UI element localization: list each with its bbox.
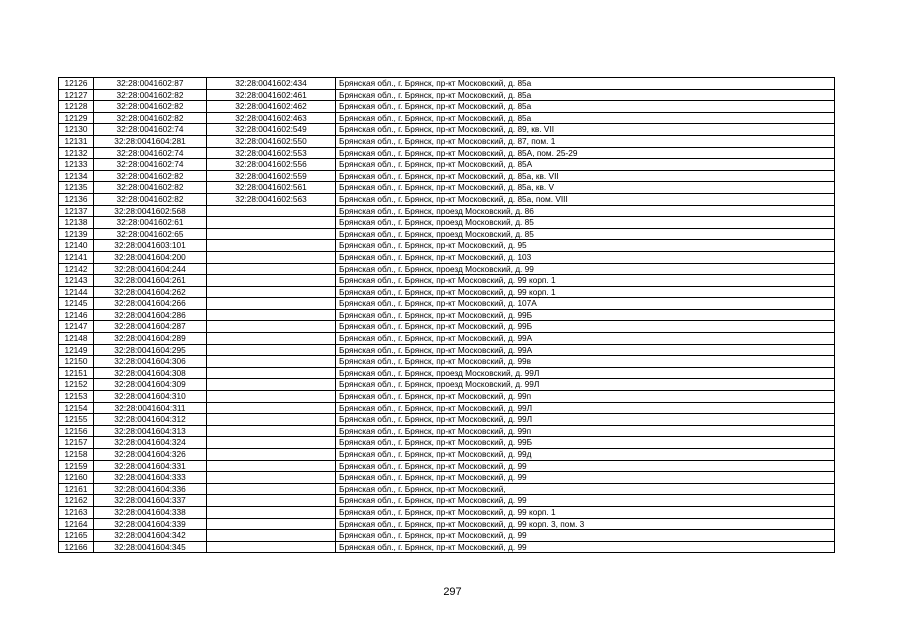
table-row bbox=[59, 460, 835, 472]
row-number-cell: 12131 bbox=[59, 135, 94, 147]
parcel-cadastral-cell: 32:28:0041604:306 bbox=[94, 356, 207, 368]
object-cadastral-cell: 32:28:0041602:559 bbox=[207, 170, 336, 182]
table-row bbox=[59, 309, 835, 321]
parcel-cadastral-cell: 32:28:0041602:568 bbox=[94, 205, 207, 217]
parcel-cadastral-cell: 32:28:0041603:101 bbox=[94, 240, 207, 252]
object-cadastral-cell bbox=[207, 437, 336, 449]
address-cell: Брянская обл., г. Брянск, пр-кт Московский, д. 99Б bbox=[336, 321, 835, 333]
table-row bbox=[59, 367, 835, 379]
object-cadastral-cell bbox=[207, 217, 336, 229]
table-row bbox=[59, 495, 835, 507]
row-number-cell: 12143 bbox=[59, 275, 94, 287]
row-number-cell: 12140 bbox=[59, 240, 94, 252]
object-cadastral-cell: 32:28:0041602:434 bbox=[207, 78, 336, 90]
table-row bbox=[59, 112, 835, 124]
table-row bbox=[59, 379, 835, 391]
row-number-cell: 12154 bbox=[59, 402, 94, 414]
object-cadastral-cell bbox=[207, 472, 336, 484]
address-cell: Брянская обл., г. Брянск, пр-кт Московский, д. 99в bbox=[336, 356, 835, 368]
row-number-cell: 12128 bbox=[59, 101, 94, 113]
parcel-cadastral-cell: 32:28:0041602:82 bbox=[94, 101, 207, 113]
row-number-cell: 12136 bbox=[59, 193, 94, 205]
address-cell: Брянская обл., г. Брянск, пр-кт Московский, д. 99Л bbox=[336, 414, 835, 426]
row-number-cell: 12137 bbox=[59, 205, 94, 217]
row-number-cell: 12142 bbox=[59, 263, 94, 275]
parcel-cadastral-cell: 32:28:0041604:308 bbox=[94, 367, 207, 379]
parcel-cadastral-cell: 32:28:0041604:310 bbox=[94, 391, 207, 403]
parcel-cadastral-cell: 32:28:0041602:74 bbox=[94, 124, 207, 136]
parcel-cadastral-cell: 32:28:0041604:338 bbox=[94, 506, 207, 518]
object-cadastral-cell bbox=[207, 228, 336, 240]
row-number-cell: 12166 bbox=[59, 541, 94, 553]
object-cadastral-cell: 32:28:0041602:561 bbox=[207, 182, 336, 194]
object-cadastral-cell bbox=[207, 483, 336, 495]
parcel-cadastral-cell: 32:28:0041604:287 bbox=[94, 321, 207, 333]
table-row bbox=[59, 437, 835, 449]
address-cell: Брянская обл., г. Брянск, пр-кт Московский, д. 85а bbox=[336, 112, 835, 124]
parcel-cadastral-cell: 32:28:0041604:313 bbox=[94, 425, 207, 437]
object-cadastral-cell bbox=[207, 367, 336, 379]
table-row bbox=[59, 333, 835, 345]
row-number-cell: 12139 bbox=[59, 228, 94, 240]
row-number-cell: 12151 bbox=[59, 367, 94, 379]
row-number-cell: 12165 bbox=[59, 530, 94, 542]
address-cell: Брянская обл., г. Брянск, пр-кт Московский, д. 99 корп. 1 bbox=[336, 286, 835, 298]
object-cadastral-cell bbox=[207, 286, 336, 298]
table-row bbox=[59, 89, 835, 101]
address-cell: Брянская обл., г. Брянск, пр-кт Московский, д. 99п bbox=[336, 391, 835, 403]
row-number-cell: 12157 bbox=[59, 437, 94, 449]
object-cadastral-cell bbox=[207, 263, 336, 275]
row-number-cell: 12145 bbox=[59, 298, 94, 310]
row-number-cell: 12134 bbox=[59, 170, 94, 182]
parcel-cadastral-cell: 32:28:0041602:74 bbox=[94, 147, 207, 159]
row-number-cell: 12156 bbox=[59, 425, 94, 437]
address-cell: Брянская обл., г. Брянск, пр-кт Московский, д. 99А bbox=[336, 344, 835, 356]
row-number-cell: 12155 bbox=[59, 414, 94, 426]
address-cell: Брянская обл., г. Брянск, пр-кт Московский, д. 85а, кв. V bbox=[336, 182, 835, 194]
address-cell: Брянская обл., г. Брянск, пр-кт Московский, д. 99 bbox=[336, 460, 835, 472]
address-cell: Брянская обл., г. Брянск, пр-кт Московский, д. 107А bbox=[336, 298, 835, 310]
table-row bbox=[59, 321, 835, 333]
row-number-cell: 12159 bbox=[59, 460, 94, 472]
table-row bbox=[59, 506, 835, 518]
parcel-cadastral-cell: 32:28:0041604:289 bbox=[94, 333, 207, 345]
table-row bbox=[59, 193, 835, 205]
row-number-cell: 12135 bbox=[59, 182, 94, 194]
object-cadastral-cell bbox=[207, 495, 336, 507]
address-cell: Брянская обл., г. Брянск, пр-кт Московский, д. 99 bbox=[336, 472, 835, 484]
table-row bbox=[59, 135, 835, 147]
parcel-cadastral-cell: 32:28:0041604:337 bbox=[94, 495, 207, 507]
object-cadastral-cell bbox=[207, 530, 336, 542]
row-number-cell: 12146 bbox=[59, 309, 94, 321]
address-cell: Брянская обл., г. Брянск, пр-кт Московский, д. 85а bbox=[336, 89, 835, 101]
object-cadastral-cell: 32:28:0041602:553 bbox=[207, 147, 336, 159]
object-cadastral-cell bbox=[207, 344, 336, 356]
table-row bbox=[59, 541, 835, 553]
object-cadastral-cell: 32:28:0041602:563 bbox=[207, 193, 336, 205]
table-row bbox=[59, 425, 835, 437]
parcel-cadastral-cell: 32:28:0041602:82 bbox=[94, 170, 207, 182]
parcel-cadastral-cell: 32:28:0041604:295 bbox=[94, 344, 207, 356]
parcel-cadastral-cell: 32:28:0041604:286 bbox=[94, 309, 207, 321]
row-number-cell: 12132 bbox=[59, 147, 94, 159]
address-cell: Брянская обл., г. Брянск, проезд Московский, д. 99Л bbox=[336, 379, 835, 391]
parcel-cadastral-cell: 32:28:0041604:331 bbox=[94, 460, 207, 472]
address-cell: Брянская обл., г. Брянск, пр-кт Московский, bbox=[336, 483, 835, 495]
table-row bbox=[59, 217, 835, 229]
table-row bbox=[59, 228, 835, 240]
address-cell: Брянская обл., г. Брянск, пр-кт Московский, д. 85А, пом. 25-29 bbox=[336, 147, 835, 159]
address-cell: Брянская обл., г. Брянск, проезд Московский, д. 86 bbox=[336, 205, 835, 217]
row-number-cell: 12133 bbox=[59, 159, 94, 171]
row-number-cell: 12160 bbox=[59, 472, 94, 484]
address-cell: Брянская обл., г. Брянск, пр-кт Московский, д. 99д bbox=[336, 449, 835, 461]
address-cell: Брянская обл., г. Брянск, пр-кт Московский, д. 85а bbox=[336, 78, 835, 90]
address-cell: Брянская обл., г. Брянск, пр-кт Московский, д. 85а, кв. VII bbox=[336, 170, 835, 182]
object-cadastral-cell bbox=[207, 449, 336, 461]
table-row bbox=[59, 344, 835, 356]
address-cell: Брянская обл., г. Брянск, пр-кт Московский, д. 99А bbox=[336, 333, 835, 345]
address-cell: Брянская обл., г. Брянск, пр-кт Московский, д. 85а, пом. VIII bbox=[336, 193, 835, 205]
table-row bbox=[59, 78, 835, 90]
parcel-cadastral-cell: 32:28:0041602:82 bbox=[94, 193, 207, 205]
parcel-cadastral-cell: 32:28:0041604:311 bbox=[94, 402, 207, 414]
parcel-cadastral-cell: 32:28:0041602:82 bbox=[94, 112, 207, 124]
address-cell: Брянская обл., г. Брянск, пр-кт Московский, д. 99 bbox=[336, 541, 835, 553]
row-number-cell: 12164 bbox=[59, 518, 94, 530]
object-cadastral-cell bbox=[207, 460, 336, 472]
parcel-cadastral-cell: 32:28:0041604:266 bbox=[94, 298, 207, 310]
parcel-cadastral-cell: 32:28:0041604:336 bbox=[94, 483, 207, 495]
table-row bbox=[59, 414, 835, 426]
table-row bbox=[59, 449, 835, 461]
address-cell: Брянская обл., г. Брянск, пр-кт Московский, д. 99Б bbox=[336, 309, 835, 321]
parcel-cadastral-cell: 32:28:0041604:326 bbox=[94, 449, 207, 461]
table-row bbox=[59, 124, 835, 136]
object-cadastral-cell bbox=[207, 333, 336, 345]
parcel-cadastral-cell: 32:28:0041604:312 bbox=[94, 414, 207, 426]
object-cadastral-cell bbox=[207, 541, 336, 553]
parcel-cadastral-cell: 32:28:0041604:244 bbox=[94, 263, 207, 275]
parcel-cadastral-cell: 32:28:0041604:342 bbox=[94, 530, 207, 542]
records-table bbox=[58, 77, 835, 553]
parcel-cadastral-cell: 32:28:0041602:82 bbox=[94, 89, 207, 101]
row-number-cell: 12152 bbox=[59, 379, 94, 391]
table-row bbox=[59, 159, 835, 171]
table-row bbox=[59, 356, 835, 368]
object-cadastral-cell bbox=[207, 506, 336, 518]
row-number-cell: 12126 bbox=[59, 78, 94, 90]
parcel-cadastral-cell: 32:28:0041604:333 bbox=[94, 472, 207, 484]
parcel-cadastral-cell: 32:28:0041604:200 bbox=[94, 251, 207, 263]
row-number-cell: 12138 bbox=[59, 217, 94, 229]
table-row bbox=[59, 251, 835, 263]
row-number-cell: 12129 bbox=[59, 112, 94, 124]
table-row bbox=[59, 147, 835, 159]
parcel-cadastral-cell: 32:28:0041602:74 bbox=[94, 159, 207, 171]
object-cadastral-cell bbox=[207, 205, 336, 217]
object-cadastral-cell: 32:28:0041602:550 bbox=[207, 135, 336, 147]
table-row bbox=[59, 205, 835, 217]
object-cadastral-cell bbox=[207, 425, 336, 437]
address-cell: Брянская обл., г. Брянск, пр-кт Московский, д. 99 корп. 3, пом. 3 bbox=[336, 518, 835, 530]
table-row bbox=[59, 472, 835, 484]
address-cell: Брянская обл., г. Брянск, пр-кт Московский, д. 99 bbox=[336, 530, 835, 542]
object-cadastral-cell bbox=[207, 298, 336, 310]
table-row bbox=[59, 298, 835, 310]
table-row bbox=[59, 483, 835, 495]
table-row bbox=[59, 286, 835, 298]
address-cell: Брянская обл., г. Брянск, пр-кт Московский, д. 99Б bbox=[336, 437, 835, 449]
address-cell: Брянская обл., г. Брянск, пр-кт Московский, д. 89, кв. VII bbox=[336, 124, 835, 136]
object-cadastral-cell: 32:28:0041602:462 bbox=[207, 101, 336, 113]
row-number-cell: 12149 bbox=[59, 344, 94, 356]
row-number-cell: 12162 bbox=[59, 495, 94, 507]
address-cell: Брянская обл., г. Брянск, пр-кт Московский, д. 85А bbox=[336, 159, 835, 171]
parcel-cadastral-cell: 32:28:0041604:281 bbox=[94, 135, 207, 147]
table-row bbox=[59, 182, 835, 194]
parcel-cadastral-cell: 32:28:0041604:262 bbox=[94, 286, 207, 298]
object-cadastral-cell: 32:28:0041602:463 bbox=[207, 112, 336, 124]
object-cadastral-cell bbox=[207, 309, 336, 321]
table-row bbox=[59, 170, 835, 182]
parcel-cadastral-cell: 32:28:0041602:65 bbox=[94, 228, 207, 240]
row-number-cell: 12130 bbox=[59, 124, 94, 136]
object-cadastral-cell: 32:28:0041602:549 bbox=[207, 124, 336, 136]
parcel-cadastral-cell: 32:28:0041604:324 bbox=[94, 437, 207, 449]
parcel-cadastral-cell: 32:28:0041602:87 bbox=[94, 78, 207, 90]
object-cadastral-cell bbox=[207, 240, 336, 252]
row-number-cell: 12158 bbox=[59, 449, 94, 461]
address-cell: Брянская обл., г. Брянск, пр-кт Московский, д. 103 bbox=[336, 251, 835, 263]
parcel-cadastral-cell: 32:28:0041604:261 bbox=[94, 275, 207, 287]
row-number-cell: 12127 bbox=[59, 89, 94, 101]
row-number-cell: 12150 bbox=[59, 356, 94, 368]
address-cell: Брянская обл., г. Брянск, пр-кт Московский, д. 99Л bbox=[336, 402, 835, 414]
object-cadastral-cell bbox=[207, 275, 336, 287]
address-cell: Брянская обл., г. Брянск, пр-кт Московский, д. 85а bbox=[336, 101, 835, 113]
table-row bbox=[59, 530, 835, 542]
table-row bbox=[59, 101, 835, 113]
address-cell: Брянская обл., г. Брянск, проезд Московский, д. 99 bbox=[336, 263, 835, 275]
object-cadastral-cell bbox=[207, 251, 336, 263]
object-cadastral-cell bbox=[207, 391, 336, 403]
row-number-cell: 12161 bbox=[59, 483, 94, 495]
row-number-cell: 12153 bbox=[59, 391, 94, 403]
row-number-cell: 12148 bbox=[59, 333, 94, 345]
address-cell: Брянская обл., г. Брянск, пр-кт Московский, д. 95 bbox=[336, 240, 835, 252]
row-number-cell: 12141 bbox=[59, 251, 94, 263]
row-number-cell: 12144 bbox=[59, 286, 94, 298]
address-cell: Брянская обл., г. Брянск, проезд Московский, д. 85 bbox=[336, 217, 835, 229]
address-cell: Брянская обл., г. Брянск, проезд Московский, д. 85 bbox=[336, 228, 835, 240]
page-number: 297 bbox=[443, 586, 462, 598]
object-cadastral-cell bbox=[207, 356, 336, 368]
address-cell: Брянская обл., г. Брянск, пр-кт Московский, д. 99п bbox=[336, 425, 835, 437]
object-cadastral-cell bbox=[207, 321, 336, 333]
address-cell: Брянская обл., г. Брянск, проезд Московский, д. 99Л bbox=[336, 367, 835, 379]
address-cell: Брянская обл., г. Брянск, пр-кт Московский, д. 99 корп. 1 bbox=[336, 275, 835, 287]
object-cadastral-cell: 32:28:0041602:556 bbox=[207, 159, 336, 171]
table-row bbox=[59, 240, 835, 252]
table-row bbox=[59, 391, 835, 403]
parcel-cadastral-cell: 32:28:0041602:82 bbox=[94, 182, 207, 194]
table-row bbox=[59, 263, 835, 275]
parcel-cadastral-cell: 32:28:0041602:61 bbox=[94, 217, 207, 229]
table-row bbox=[59, 518, 835, 530]
table-row bbox=[59, 275, 835, 287]
parcel-cadastral-cell: 32:28:0041604:345 bbox=[94, 541, 207, 553]
object-cadastral-cell bbox=[207, 414, 336, 426]
address-cell: Брянская обл., г. Брянск, пр-кт Московский, д. 87, пом. 1 bbox=[336, 135, 835, 147]
row-number-cell: 12147 bbox=[59, 321, 94, 333]
address-cell: Брянская обл., г. Брянск, пр-кт Московский, д. 99 bbox=[336, 495, 835, 507]
table-row bbox=[59, 402, 835, 414]
parcel-cadastral-cell: 32:28:0041604:339 bbox=[94, 518, 207, 530]
object-cadastral-cell: 32:28:0041602:461 bbox=[207, 89, 336, 101]
object-cadastral-cell bbox=[207, 402, 336, 414]
table-body bbox=[59, 78, 835, 553]
parcel-cadastral-cell: 32:28:0041604:309 bbox=[94, 379, 207, 391]
object-cadastral-cell bbox=[207, 379, 336, 391]
row-number-cell: 12163 bbox=[59, 506, 94, 518]
object-cadastral-cell bbox=[207, 518, 336, 530]
address-cell: Брянская обл., г. Брянск, пр-кт Московский, д. 99 корп. 1 bbox=[336, 506, 835, 518]
